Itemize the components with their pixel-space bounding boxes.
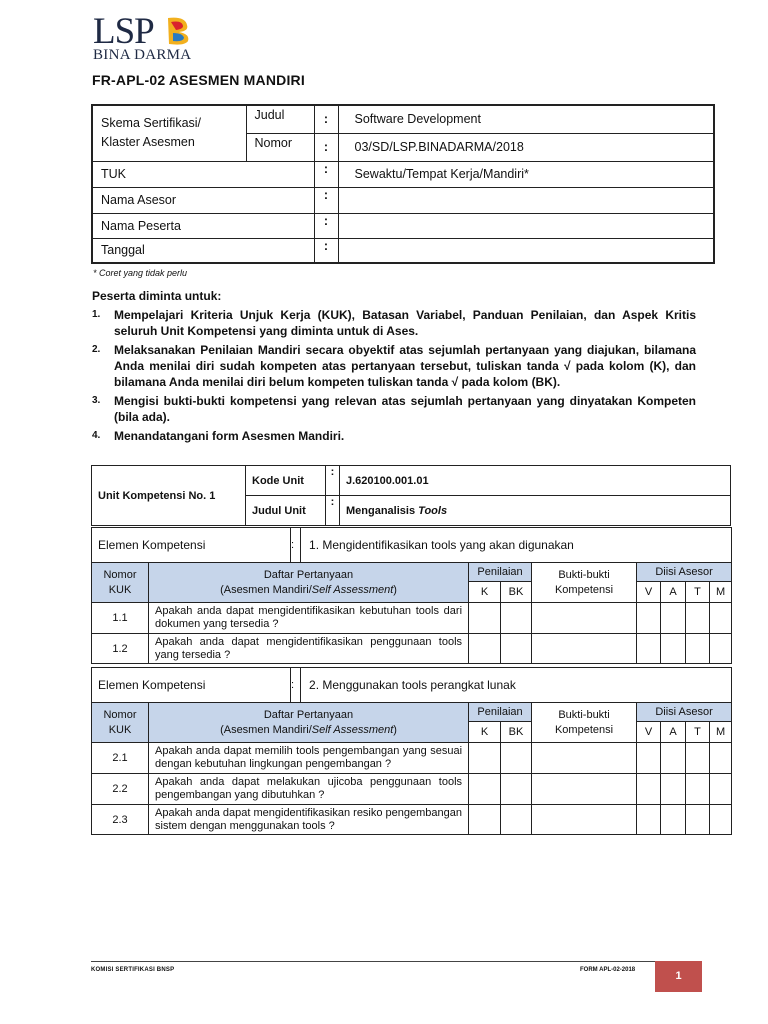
colon: : bbox=[314, 161, 338, 187]
logo-lsp-text: LSP bbox=[93, 11, 154, 52]
nomor-kuk-header: Nomor KUK bbox=[92, 563, 149, 603]
instructions-list bbox=[92, 307, 696, 447]
tuk-value: Sewaktu/Tempat Kerja/Mandiri* bbox=[338, 161, 714, 187]
k-header: K bbox=[469, 582, 501, 603]
kuk-number: 2.1 bbox=[92, 743, 149, 774]
v-cell[interactable] bbox=[637, 774, 661, 805]
bk-cell[interactable] bbox=[501, 603, 532, 634]
colon: : bbox=[291, 668, 301, 703]
colon: : bbox=[314, 105, 338, 133]
daftar-pertanyaan-header: Daftar Pertanyaan (Asesmen Mandiri/Self Assessment) bbox=[149, 563, 469, 603]
colon: : bbox=[314, 213, 338, 238]
t-cell[interactable] bbox=[686, 805, 710, 835]
judul-unit-value: Menganalisis Tools bbox=[340, 496, 731, 526]
table-row bbox=[92, 805, 732, 835]
info-table bbox=[91, 104, 715, 264]
bk-cell[interactable] bbox=[501, 743, 532, 774]
v-cell[interactable] bbox=[637, 743, 661, 774]
m-cell[interactable] bbox=[710, 805, 732, 835]
kode-unit-label: Kode Unit bbox=[246, 466, 326, 496]
kuk-number: 1.2 bbox=[92, 634, 149, 664]
colon: : bbox=[314, 133, 338, 161]
m-cell[interactable] bbox=[710, 603, 732, 634]
question: Apakah anda dapat mengidentifikasikan resiko pengembangan sistem dengan menggunakan tools ? bbox=[149, 805, 469, 835]
bukti-cell[interactable] bbox=[532, 634, 637, 664]
elemen-label: Elemen Kompetensi bbox=[92, 528, 291, 563]
table-row bbox=[92, 634, 732, 664]
lsp-logo bbox=[93, 12, 193, 64]
v-cell[interactable] bbox=[637, 603, 661, 634]
instruction-text: Menandatangani form Asesmen Mandiri. bbox=[114, 429, 345, 443]
nomor-label: Nomor bbox=[246, 133, 314, 161]
k-cell[interactable] bbox=[469, 634, 501, 664]
a-header: A bbox=[661, 582, 686, 603]
instruction-number: 4. bbox=[92, 430, 101, 441]
bk-header: BK bbox=[501, 722, 532, 743]
table-row bbox=[92, 743, 732, 774]
judul-label: Judul bbox=[246, 105, 314, 133]
elemen-label: Elemen Kompetensi bbox=[92, 668, 291, 703]
t-cell[interactable] bbox=[686, 743, 710, 774]
question: Apakah anda dapat melakukan ujicoba penggunaan tools pengembangan yang dibutuhkan ? bbox=[149, 774, 469, 805]
colon: : bbox=[314, 238, 338, 263]
v-cell[interactable] bbox=[637, 634, 661, 664]
penilaian-header: Penilaian bbox=[469, 563, 532, 582]
instruction-text: Mempelajari Kriteria Unjuk Kerja (KUK), Batasan Variabel, Panduan Penilaian, dan Aspek Kritis seluruh Unit Kompetensi yang diminta untuk di Ases. bbox=[114, 308, 696, 338]
m-cell[interactable] bbox=[710, 634, 732, 664]
instruction-item bbox=[92, 342, 696, 390]
elemen-title: 2. Menggunakan tools perangkat lunak bbox=[301, 668, 732, 703]
v-cell[interactable] bbox=[637, 805, 661, 835]
peserta-value bbox=[338, 213, 714, 238]
v-header: V bbox=[637, 722, 661, 743]
t-cell[interactable] bbox=[686, 634, 710, 664]
element-1-table bbox=[91, 527, 732, 664]
k-cell[interactable] bbox=[469, 805, 501, 835]
k-header: K bbox=[469, 722, 501, 743]
instruction-number: 2. bbox=[92, 344, 101, 355]
t-cell[interactable] bbox=[686, 774, 710, 805]
kode-unit-value: J.620100.001.01 bbox=[340, 466, 731, 496]
nomor-value: 03/SD/LSP.BINADARMA/2018 bbox=[338, 133, 714, 161]
bk-cell[interactable] bbox=[501, 634, 532, 664]
judul-unit-label: Judul Unit bbox=[246, 496, 326, 526]
a-cell[interactable] bbox=[661, 603, 686, 634]
question: Apakah anda dapat mengidentifikasikan penggunaan tools yang tersedia ? bbox=[149, 634, 469, 664]
question: Apakah anda dapat memilih tools pengembangan yang sesuai dengan kebutuhan lingkungan pengembangan ? bbox=[149, 743, 469, 774]
diisi-asesor-header: Diisi Asesor bbox=[637, 563, 732, 582]
bukti-header: Bukti-bukti Kompetensi bbox=[532, 563, 637, 603]
bukti-header: Bukti-bukti Kompetensi bbox=[532, 703, 637, 743]
instruction-item bbox=[92, 393, 696, 425]
kuk-number: 2.2 bbox=[92, 774, 149, 805]
colon: : bbox=[326, 466, 340, 496]
a-cell[interactable] bbox=[661, 774, 686, 805]
table-row bbox=[92, 774, 732, 805]
bk-cell[interactable] bbox=[501, 805, 532, 835]
asesor-label: Nama Asesor bbox=[92, 187, 314, 213]
bk-cell[interactable] bbox=[501, 774, 532, 805]
bukti-cell[interactable] bbox=[532, 805, 637, 835]
a-cell[interactable] bbox=[661, 805, 686, 835]
instruction-number: 1. bbox=[92, 309, 101, 320]
skema-label: Skema Sertifikasi/ Klaster Asesmen bbox=[92, 105, 246, 161]
instruction-text: Melaksanakan Penilaian Mandiri secara obyektif atas sejumlah pertanyaan yang diajukan, bilamana Anda menilai diri sudah kompeten atas pertanyaan tersebut, tuliskan tanda √ pada kolom (K), dan bilamana Anda menilai diri belum kompeten tuliskan tanda √ pada kolom (BK). bbox=[114, 343, 696, 389]
instruction-item bbox=[92, 428, 696, 444]
footer-right-text: FORM APL-02-2018 bbox=[580, 967, 636, 973]
page-number: 1 bbox=[655, 961, 702, 992]
colon: : bbox=[314, 187, 338, 213]
kuk-number: 1.1 bbox=[92, 603, 149, 634]
footer-divider bbox=[91, 961, 656, 962]
unit-table bbox=[91, 465, 731, 526]
form-title: FR-APL-02 ASESMEN MANDIRI bbox=[92, 72, 305, 88]
bukti-cell[interactable] bbox=[532, 743, 637, 774]
a-header: A bbox=[661, 722, 686, 743]
m-header: M bbox=[710, 582, 732, 603]
table-row bbox=[92, 603, 732, 634]
penilaian-header: Penilaian bbox=[469, 703, 532, 722]
peserta-label: Nama Peserta bbox=[92, 213, 314, 238]
diisi-asesor-header: Diisi Asesor bbox=[637, 703, 732, 722]
tuk-label: TUK bbox=[92, 161, 314, 187]
asesor-value bbox=[338, 187, 714, 213]
a-cell[interactable] bbox=[661, 743, 686, 774]
bukti-cell[interactable] bbox=[532, 774, 637, 805]
unit-label: Unit Kompetensi No. 1 bbox=[92, 466, 246, 526]
bk-header: BK bbox=[501, 582, 532, 603]
question: Apakah anda dapat mengidentifikasikan kebutuhan tools dari dokumen yang tersedia ? bbox=[149, 603, 469, 634]
daftar-pertanyaan-header: Daftar Pertanyaan (Asesmen Mandiri/Self Assessment) bbox=[149, 703, 469, 743]
a-cell[interactable] bbox=[661, 634, 686, 664]
elemen-title: 1. Mengidentifikasikan tools yang akan digunakan bbox=[301, 528, 732, 563]
logo-bina-darma-text: BINA DARMA bbox=[93, 47, 192, 63]
colon: : bbox=[291, 528, 301, 563]
instructions-heading: Peserta diminta untuk: bbox=[92, 289, 222, 303]
kuk-number: 2.3 bbox=[92, 805, 149, 835]
m-cell[interactable] bbox=[710, 774, 732, 805]
tanggal-label: Tanggal bbox=[92, 238, 314, 263]
bukti-cell[interactable] bbox=[532, 603, 637, 634]
t-header: T bbox=[686, 582, 710, 603]
judul-value: Software Development bbox=[338, 105, 714, 133]
nomor-kuk-header: Nomor KUK bbox=[92, 703, 149, 743]
instruction-text: Mengisi bukti-bukti kompetensi yang relevan atas sejumlah pertanyaan yang dinyatakan Kompeten (bila ada). bbox=[114, 394, 696, 424]
footer-left-text: KOMISI SERTIFIKASI BNSP bbox=[91, 967, 175, 973]
tanggal-value bbox=[338, 238, 714, 263]
m-cell[interactable] bbox=[710, 743, 732, 774]
k-cell[interactable] bbox=[469, 743, 501, 774]
instruction-item bbox=[92, 307, 696, 339]
k-cell[interactable] bbox=[469, 774, 501, 805]
logo-mark-icon bbox=[165, 16, 191, 46]
k-cell[interactable] bbox=[469, 603, 501, 634]
t-cell[interactable] bbox=[686, 603, 710, 634]
instruction-number: 3. bbox=[92, 395, 101, 406]
colon: : bbox=[326, 496, 340, 526]
m-header: M bbox=[710, 722, 732, 743]
footnote: * Coret yang tidak perlu bbox=[93, 268, 188, 278]
v-header: V bbox=[637, 582, 661, 603]
element-2-table bbox=[91, 667, 732, 835]
t-header: T bbox=[686, 722, 710, 743]
